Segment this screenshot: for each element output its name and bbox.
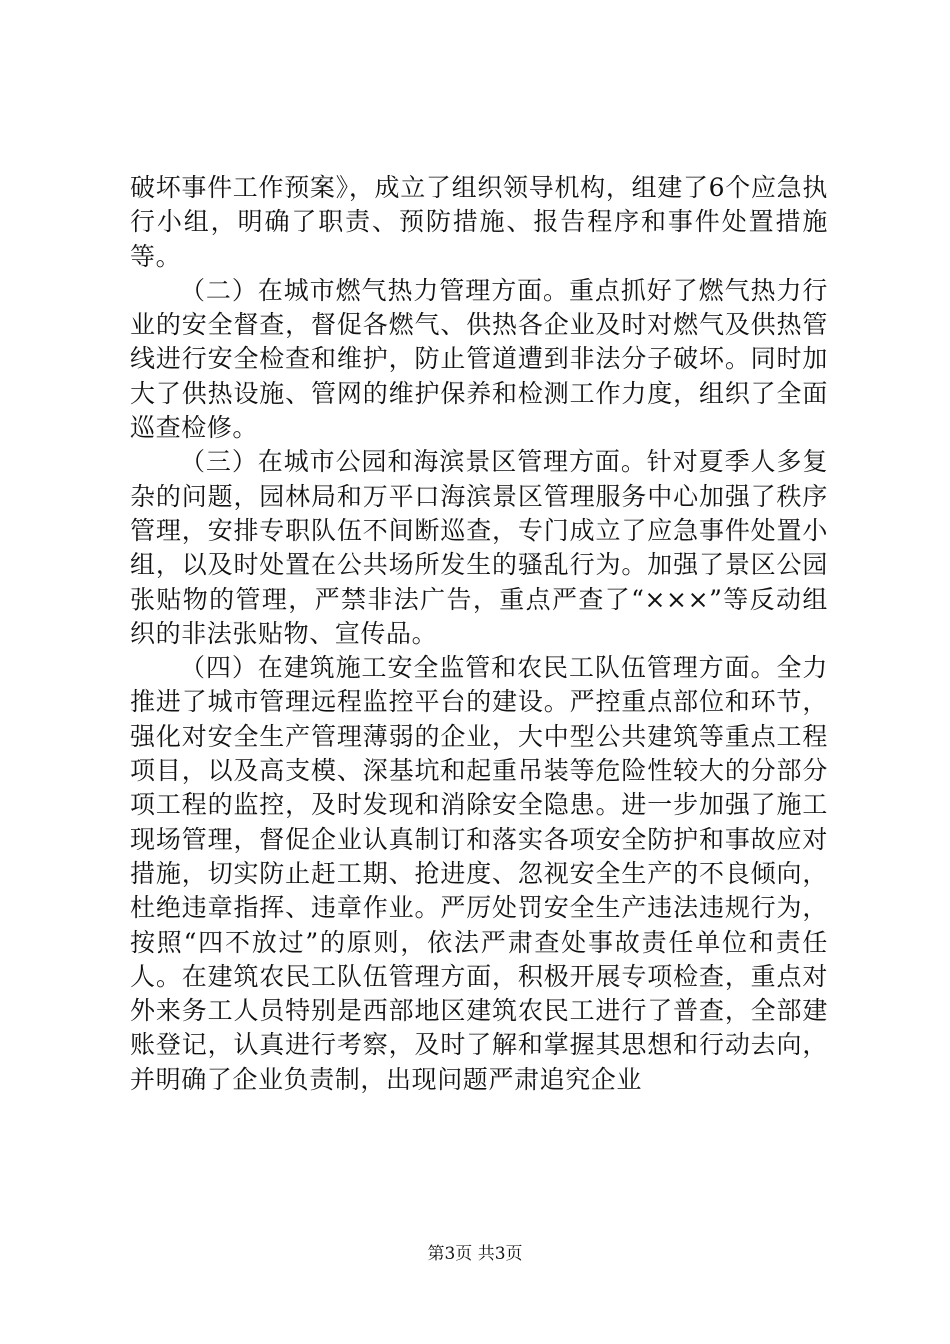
- paragraph-construction: （四）在建筑施工安全监管和农民工队伍管理方面。全力推进了城市管理远程监控平台的建设。严控重点部位和环节，强化对安全生产管理薄弱的企业，大中型公共建筑等重点工程项目，以及高支模、深基坑和起重吊装等危险性较大的分部分项工程的监控，及时发现和消除安全隐患。进一步加强了施工现场管理，督促企业认真制订和落实各项安全防护和事故应对措施，切实防止赶工期、抢进度、忽视安全生产的不良倾向，杜绝违章指挥、违章作业。严厉处罚安全生产违法违规行为，按照“四不放过”的原则，依法严肃查处事故责任单位和责任人。在建筑农民工队伍管理方面，积极开展专项检查，重点对外来务工人员特别是西部地区建筑农民工进行了普查，全部建账登记，认真进行考察，及时了解和掌握其思想和行动去向，并明确了企业负责制，出现问题严肃追究企业: [130, 653, 828, 1094]
- page-footer: 第3页 共3页: [427, 1244, 523, 1264]
- paragraph-continuation: 破坏事件工作预案》，成立了组织领导机构，组建了6个应急执行小组，明确了职责、预防措施、报告程序和事件处置措施等。: [130, 173, 828, 271]
- document-body: [130, 171, 828, 1097]
- paragraph-gas-heating: （二）在城市燃气热力管理方面。重点抓好了燃气热力行业的安全督查，督促各燃气、供热各企业及时对燃气及供热管线进行安全检查和维护，防止管道遭到非法分子破坏。同时加大了供热设施、管网的维护保养和检测工作力度，组织了全面巡查检修。: [130, 275, 828, 443]
- paragraph-parks-scenic: （三）在城市公园和海滨景区管理方面。针对夏季人多复杂的问题，园林局和万平口海滨景区管理服务中心加强了秩序管理，安排专职队伍不间断巡查，专门成立了应急事件处置小组，以及时处置在公共场所发生的骚乱行为。加强了景区公园张贴物的管理，严禁非法广告，重点严查了“×××”等反动组织的非法张贴物、宣传品。: [130, 447, 828, 648]
